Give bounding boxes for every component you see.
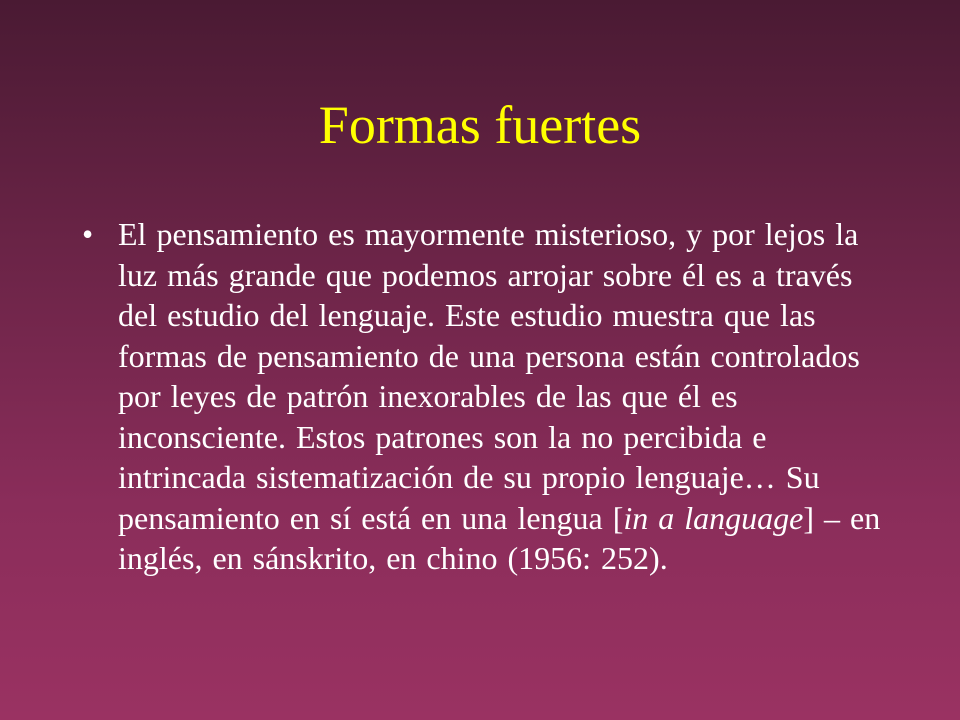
bullet-marker-icon: • [82, 216, 94, 252]
bullet-text-italic-1: in a [623, 499, 675, 536]
bullet-text-part1: El pensamiento es mayormente misterioso, y por lejos la luz más grande que podemos arrojar sobre él es a través del estudio del lenguaje. Este estudio muestra que las formas de pensamiento de una persona están controlados por leyes de patrón inexorables de las que él es inconsciente. Estos patrones son la no percibida e intrincada sistematización de su propio lenguaje… Su pensamiento en sí está en una lengua [ [118, 216, 860, 536]
bullet-text-italic-2: language [684, 499, 804, 536]
bullet-text-break [674, 500, 684, 536]
bullet-text [118, 216, 880, 576]
slide-title: Formas fuertes [318, 95, 642, 155]
bullet-text-part2: ] – en inglés, en sánskrito, en chino (1956: 252). [118, 499, 881, 576]
bullet-item [82, 214, 882, 579]
bullet-list [82, 214, 882, 579]
